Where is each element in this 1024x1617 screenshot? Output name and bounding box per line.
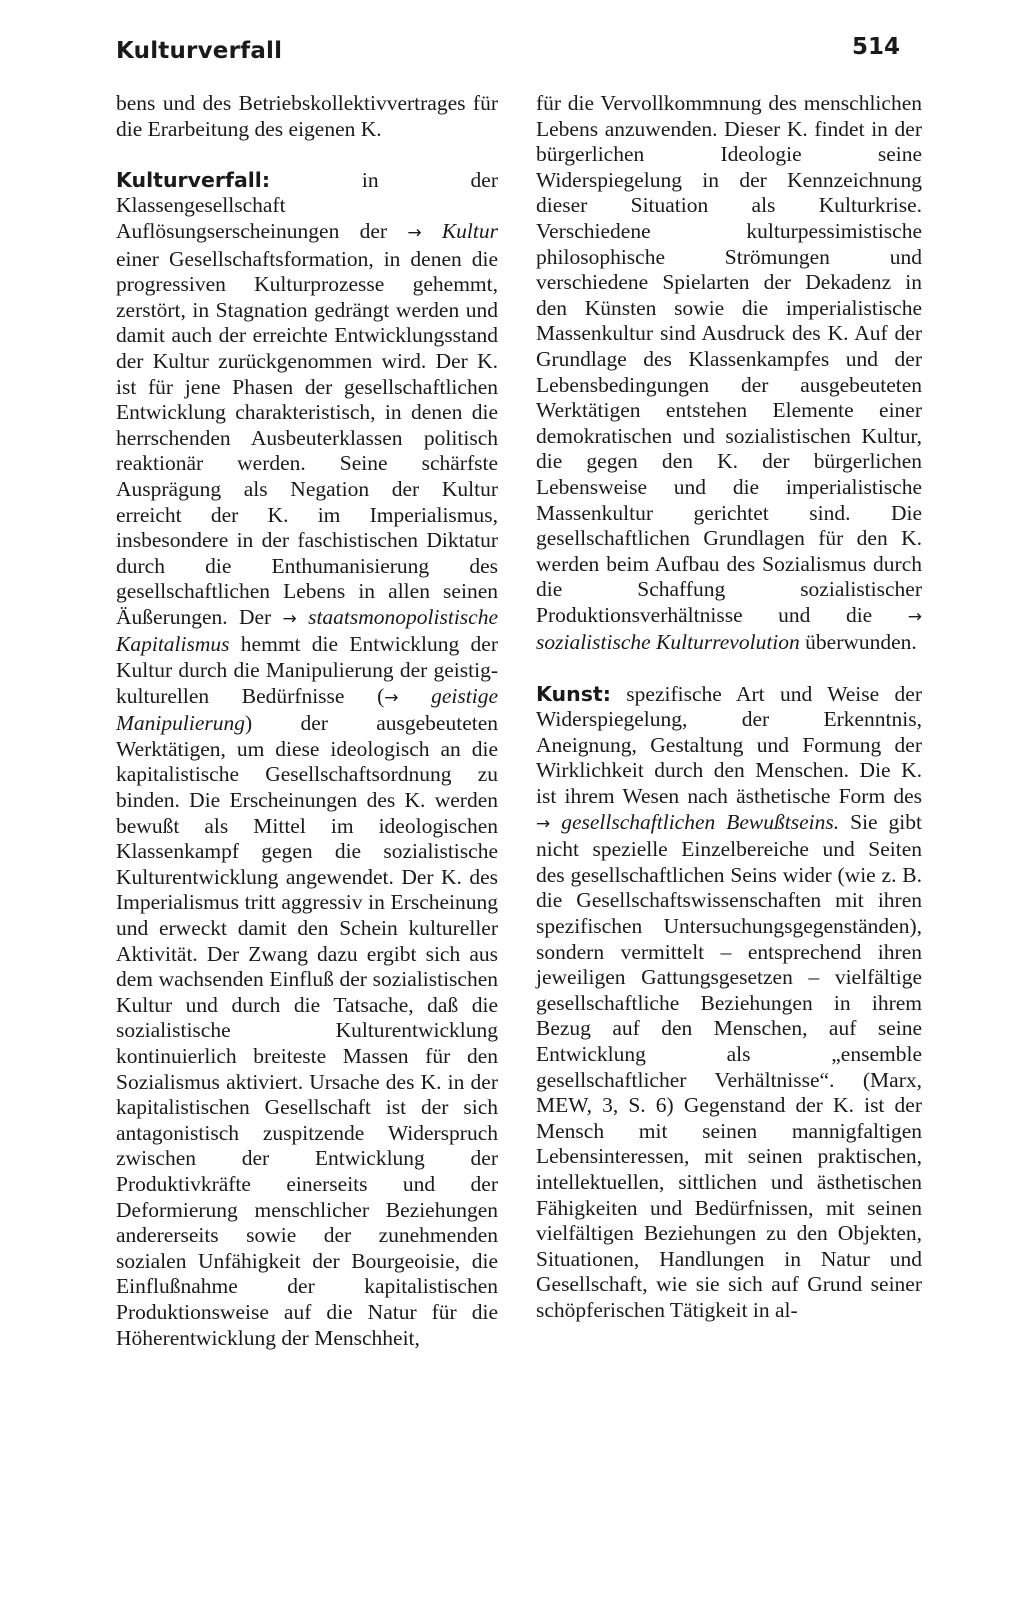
- entry-text: Sie gibt nicht spezielle Einzelbereiche und Seiten des gesellschaftlichen Seins wider (wie z. B. die Gesellschaftswissenschaften mit ihren spezifischen Untersuchungsgegenständen), sondern vermittelt – entsprechend ihren jeweiligen Gattungsgesetzen – vielfältige gesellschaftliche Beziehungen in ihrem Bezug auf den Menschen, auf seine Entwicklung als „ensemble gesellschaftlicher Verhältnisse“. (Marx, MEW, 3, S. 6) Gegenstand der K. ist der Mensch mit seinen mannigfaltigen Lebensinteressen, mit seinen praktischen, intellektuellen, sittlichen und ästhetischen Fähigkeiten und Bedürfnissen, mit seinen vielfältigen Beziehungen zu den Objekten, Situationen, Handlungen in Natur und Gesellschaft, wie sie sich auf Grund seiner schöpferischen Tätigkeit in al-: [536, 809, 923, 1322]
- entry-text: in der Klassengesellschaft Auflösungserscheinungen der: [116, 167, 498, 243]
- arrow-right-icon: →: [384, 687, 399, 708]
- cross-reference-label: staatsmonopolistische Kapitalismus: [116, 604, 498, 657]
- entry-kunst: [536, 682, 922, 1324]
- entry-text: ) der ausgebeuteten Werktätigen, um diese ideologisch an die kapitalistische Gesellschaftsordnung zu binden. Die Erscheinungen des K. werden bewußt als Mittel im ideologischen Klassenkampf gegen die sozialistische Kulturentwicklung angewendet. Der K. des Imperialismus tritt aggressiv in Erscheinung und erweckt damit den Schein kultureller Aktivität. Der Zwang dazu ergibt sich aus dem wachsenden Einfluß der sozialistischen Kultur und durch die Tatsache, daß die sozialistische Kulturentwicklung kontinuierlich breiteste Massen für den Sozialismus aktiviert. Ursache des K. in der kapitalistischen Gesellschaft ist der sich antagonistisch zuspitzende Widerspruch zwischen der Entwicklung der Produktivkräfte einerseits und der Deformierung menschlicher Beziehungen andererseits sowie der zunehmenden sozialen Unfähigkeit der Bourgeoisie, die Einflußnahme der kapitalistischen Produktionsweise auf die Natur für die Höherentwicklung der Menschheit,: [116, 711, 498, 1350]
- entry-kulturverfall: [116, 168, 498, 1351]
- cross-reference-label: sozialistische Kulturrevolution: [536, 630, 800, 655]
- arrow-right-icon: →: [907, 606, 922, 627]
- entry-text: einer Gesellschaftsformation, in denen die progressiven Kulturprozesse gehemmt, zerstört, in Stagnation gedrängt werden und damit auch der erreichte Entwicklungsstand der Kultur zurückgenommen wird. Der K. ist für jene Phasen der gesellschaftlichen Entwicklung charakteristisch, in denen die herrschenden Ausbeuterklassen politisch reaktionär werden. Seine schärfste Ausprägung als Negation der Kultur erreicht der K. im Imperialismus, insbesondere in der faschistischen Diktatur durch die Enthumanisierung des gesellschaftlichen Lebens in allen seinen Äußerungen. Der: [116, 246, 498, 629]
- entry-term: Kunst:: [536, 681, 611, 706]
- continuation-text: bens und des Betriebskollektivvertrages für die Erarbeitung des eigenen K.: [116, 91, 498, 141]
- entry-text: überwunden.: [799, 630, 917, 655]
- right-column: [536, 91, 922, 1324]
- cross-reference-gesellschaftlichen-bewusstseins[interactable]: [536, 810, 839, 834]
- entry-text: hemmt die Entwicklung der Kultur durch die Manipulierung der geistig-kulturellen Bedürfnisse (: [116, 632, 498, 708]
- arrow-right-icon: →: [282, 608, 297, 629]
- cross-reference-label: geistige Manipulierung: [116, 683, 498, 736]
- cross-reference-label: Kultur: [421, 218, 498, 243]
- entry-text: für die Vervollkommnung des menschlichen Lebens anzuwenden. Dieser K. findet in der bürgerlichen Ideologie seine Widerspiegelung in der Kennzeichnung dieser Situation als Kulturkrise. Verschiedene kulturpessimistische philosophische Strömungen und verschiedene Spielarten der Dekadenz in den Künsten sowie die imperialistische Massenkultur sind Ausdruck des K. Auf der Grundlage des Klassenkampfes und der Lebensbedingungen der ausgebeuteten Werktätigen entstehen Elemente einer demokratischen und sozialistischen Kultur, die gegen den K. der bürgerlichen Lebensweise und die imperialistische Massenkultur gerichtet sind. Die gesellschaftlichen Grundlagen für den K. werden beim Aufbau des Sozialismus durch die Schaffung sozialistischer Produktionsverhältnisse und die: [536, 91, 922, 627]
- cross-reference-kultur[interactable]: [407, 219, 498, 243]
- cross-reference-label: gesellschaftlichen Bewußtseins.: [550, 809, 840, 834]
- entry-term: Kulturverfall:: [116, 167, 271, 192]
- left-column: [116, 91, 498, 1351]
- entry-text: spezifische Art und Weise der Widerspiegelung, der Erkenntnis, Aneignung, Gestaltung und Formung der Wirklichkeit durch den Menschen. Die K. ist ihrem Wesen nach ästhetische Form des: [536, 681, 922, 809]
- arrow-right-icon: →: [407, 222, 422, 243]
- continuation-text: [536, 91, 922, 656]
- arrow-right-icon: →: [536, 813, 551, 834]
- page-number: 514: [852, 34, 901, 60]
- running-head: Kulturverfall: [116, 38, 283, 64]
